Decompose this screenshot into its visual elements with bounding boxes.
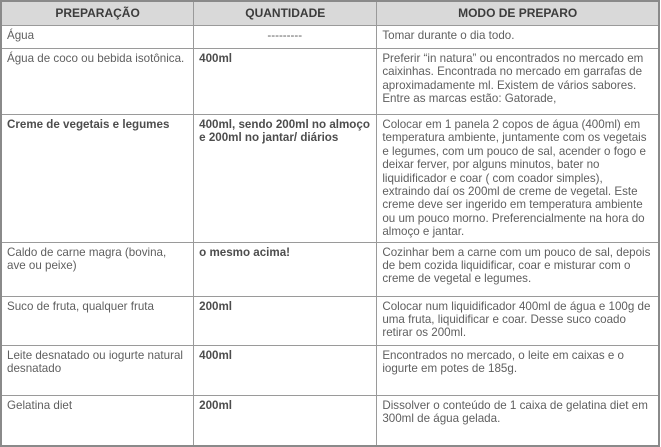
cell-quantidade: --------- — [194, 26, 377, 49]
cell-modo: Colocar num liquidificador 400ml de água e 100g de uma fruta, liquidificar e coar. Desse suco coado retirar os 200ml. — [377, 296, 659, 345]
table-row — [1, 296, 659, 345]
table-row — [1, 395, 659, 446]
cell-preparacao: Água de coco ou bebida isotônica. — [1, 49, 194, 115]
table-row — [1, 242, 659, 296]
header-quantidade: QUANTIDADE — [194, 1, 377, 26]
cell-quantidade: 400ml — [194, 49, 377, 115]
table-row — [1, 115, 659, 243]
cell-modo: Colocar em 1 panela 2 copos de água (400ml) em temperatura ambiente, juntamente com os vegetais e legumes, com um pouco de sal, acender o fogo e deixar ferver, por alguns minutos, bater no liquidificador e coar ( com coador simples), extraindo daí os 200ml de creme de vegetal. Este creme deve ser ingerido em temperatura ambiente ou um pouco morno. Preferencialmente na hora do almoço e jantar. — [377, 115, 659, 243]
header-modo-de-preparo: MODO DE PREPARO — [377, 1, 659, 26]
cell-quantidade: 200ml — [194, 395, 377, 446]
cell-modo: Encontrados no mercado, o leite em caixas e o iogurte em potes de 185g. — [377, 345, 659, 395]
cell-preparacao: Leite desnatado ou iogurte natural desnatado — [1, 345, 194, 395]
cell-quantidade: 200ml — [194, 296, 377, 345]
cell-quantidade: 400ml, sendo 200ml no almoço e 200ml no jantar/ diários — [194, 115, 377, 243]
cell-preparacao: Gelatina diet — [1, 395, 194, 446]
header-preparacao: PREPARAÇÃO — [1, 1, 194, 26]
cell-preparacao: Creme de vegetais e legumes — [1, 115, 194, 243]
table-row — [1, 345, 659, 395]
header-row — [1, 1, 659, 26]
cell-modo: Dissolver o conteúdo de 1 caixa de gelatina diet em 300ml de água gelada. — [377, 395, 659, 446]
table-row — [1, 26, 659, 49]
cell-preparacao: Água — [1, 26, 194, 49]
cell-modo: Cozinhar bem a carne com um pouco de sal, depois de bem cozida liquidificar, coar e misturar com o creme de vegetal e legumes. — [377, 242, 659, 296]
table-row — [1, 49, 659, 115]
cell-modo: Preferir “in natura” ou encontrados no mercado em caixinhas. Encontrada no mercado em garrafas de aproximadamente ml. Existem de vários sabores. Entre as marcas estão: Gatorade, — [377, 49, 659, 115]
cell-modo: Tomar durante o dia todo. — [377, 26, 659, 49]
cell-quantidade: 400ml — [194, 345, 377, 395]
cell-preparacao: Suco de fruta, qualquer fruta — [1, 296, 194, 345]
cell-preparacao: Caldo de carne magra (bovina, ave ou peixe) — [1, 242, 194, 296]
cell-quantidade: o mesmo acima! — [194, 242, 377, 296]
